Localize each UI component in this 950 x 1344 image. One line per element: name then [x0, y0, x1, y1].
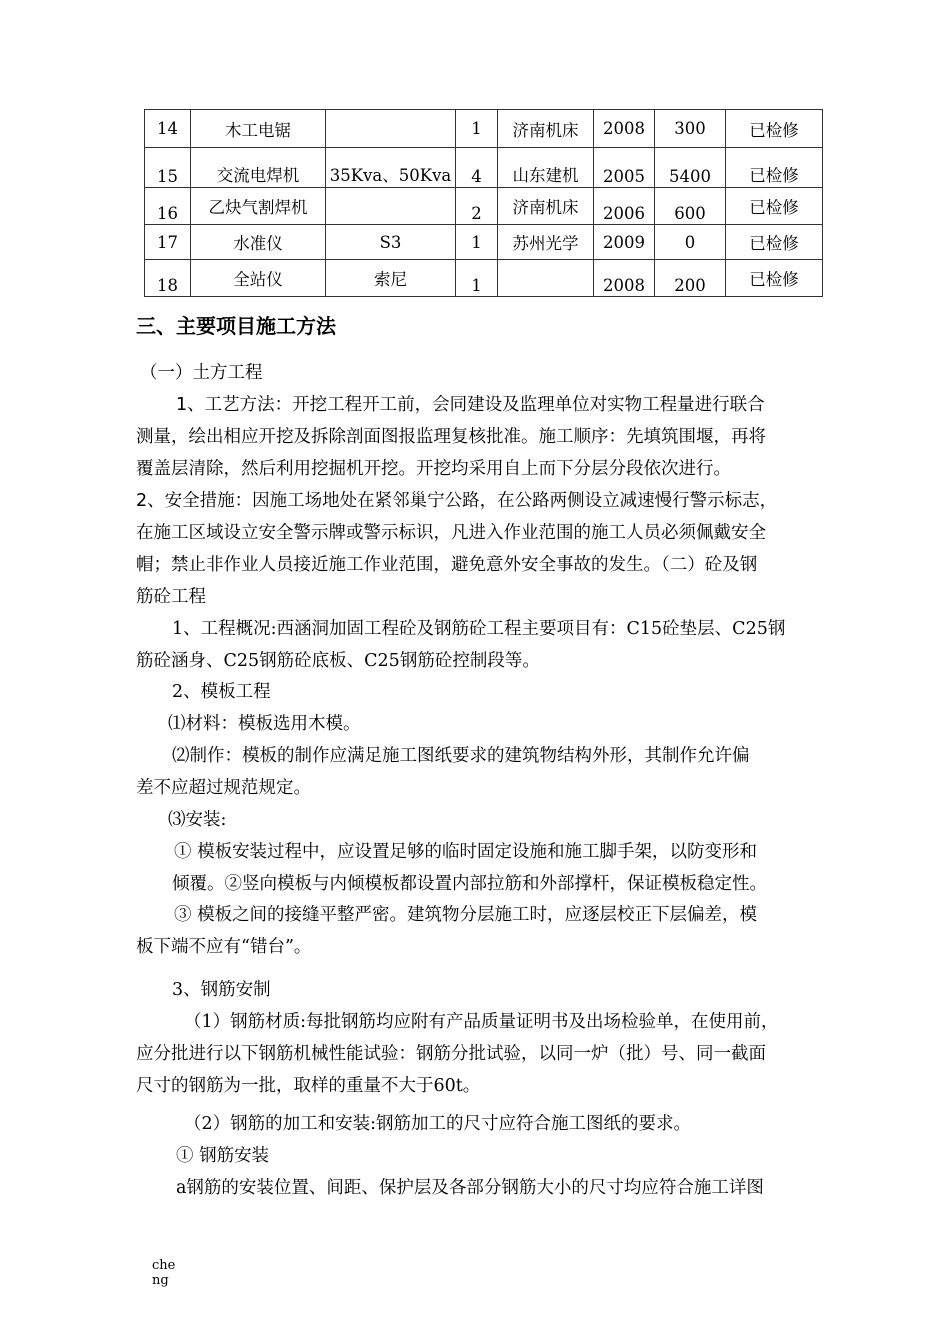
cell-no: 14: [145, 110, 191, 148]
cell-hours: 5400: [655, 148, 726, 188]
paragraph-line: a钢筋的安装位置、间距、保护层及各部分钢筋大小的尺寸均应符合施工详图: [176, 1178, 764, 1198]
footer-mark: cheng: [152, 1258, 176, 1288]
cell-no: 16: [145, 188, 191, 225]
section-heading: 三、主要项目施工方法: [136, 314, 336, 338]
cell-maker: 山东建机: [498, 148, 594, 188]
paragraph-line: 1、工艺方法：开挖工程开工前，会同建设及监理单位对实物工程量进行联合: [176, 395, 765, 415]
table-row: [145, 110, 823, 148]
paragraph-line: （2）钢筋的加工和安装:钢筋加工的尺寸应符合施工图纸的要求。: [184, 1114, 692, 1134]
cell-year: 2008: [594, 110, 655, 148]
equipment-table: [144, 109, 823, 297]
cell-hours: 200: [655, 260, 726, 297]
cell-spec: 索尼: [326, 260, 456, 297]
table-row: [145, 260, 823, 297]
cell-hours: 600: [655, 188, 726, 225]
paragraph-line: （1）钢筋材质:每批钢筋均应附有产品质量证明书及出场检验单，在使用前，: [184, 1012, 779, 1032]
paragraph-line: ③ 模板之间的接缝平整严密。建筑物分层施工时，应逐层校正下层偏差，模: [174, 905, 758, 925]
cell-name: 交流电焊机: [191, 148, 326, 188]
cell-spec: S3: [326, 225, 456, 260]
cell-hours: 0: [655, 225, 726, 260]
cell-qty: 1: [456, 110, 498, 148]
paragraph-line: ⑵制作：模板的制作应满足施工图纸要求的建筑物结构外形，其制作允许偏: [172, 746, 750, 766]
cell-spec: 35Kva、50Kva: [326, 148, 456, 188]
cell-name: 全站仪: [191, 260, 326, 297]
cell-status: 已检修: [726, 225, 823, 260]
cell-year: 2008: [594, 260, 655, 297]
paragraph-line: ⑶安装:: [168, 810, 227, 830]
cell-year: 2005: [594, 148, 655, 188]
cell-qty: 4: [456, 148, 498, 188]
cell-status: 已检修: [726, 110, 823, 148]
cell-year: 2006: [594, 188, 655, 225]
paragraph-line: 2、模板工程: [172, 682, 271, 702]
cell-status: 已检修: [726, 188, 823, 225]
cell-qty: 2: [456, 188, 498, 225]
cell-spec: [326, 188, 456, 225]
cell-spec: [326, 110, 456, 148]
paragraph-line: 倾覆。②竖向模板与内倾模板都设置内部拉筋和外部撑杆，保证模板稳定性。: [172, 874, 767, 894]
paragraph-line: 尺寸的钢筋为一批，取样的重量不大于60t。: [136, 1076, 481, 1096]
table-row: [145, 148, 823, 188]
paragraph-line: 板下端不应有“错台”。: [136, 937, 312, 957]
cell-hours: 300: [655, 110, 726, 148]
cell-name: 乙炔气割焊机: [191, 188, 326, 225]
subsection-title: （一）土方工程: [140, 363, 263, 383]
cell-name: 水准仪: [191, 225, 326, 260]
cell-maker: 苏州光学: [498, 225, 594, 260]
paragraph-line: 差不应超过规范规定。: [136, 778, 311, 798]
paragraph-line: 3、钢筋安制: [172, 980, 271, 1000]
cell-no: 18: [145, 260, 191, 297]
paragraph-line: 筋砼工程: [136, 587, 206, 607]
cell-maker: [498, 260, 594, 297]
cell-qty: 1: [456, 260, 498, 297]
cell-no: 15: [145, 148, 191, 188]
paragraph-line: 应分批进行以下钢筋机械性能试验：钢筋分批试验，以同一炉（批）号、同一截面: [136, 1044, 766, 1064]
paragraph-line: ⑴材料：模板选用木模。: [168, 714, 361, 734]
paragraph-line: 在施工区域设立安全警示牌或警示标识，凡进入作业范围的施工人员必须佩戴安全: [136, 523, 766, 543]
cell-status: 已检修: [726, 260, 823, 297]
cell-no: 17: [145, 225, 191, 260]
cell-maker: 济南机床: [498, 188, 594, 225]
paragraph-line: 测量，绘出相应开挖及拆除剖面图报监理复核批准。施工顺序：先填筑围堰，再将: [136, 427, 766, 447]
paragraph-line: 1、工程概况:西涵洞加固工程砼及钢筋砼工程主要项目有：C15砼垫层、C25钢: [172, 619, 786, 639]
paragraph-line: 筋砼涵身、C25钢筋砼底板、C25钢筋砼控制段等。: [136, 651, 540, 671]
table-row: [145, 188, 823, 225]
paragraph-line: 覆盖层清除，然后利用挖掘机开挖。开挖均采用自上而下分层分段依次进行。: [136, 459, 731, 479]
paragraph-line: 2、安全措施：因施工场地处在紧邻巢宁公路，在公路两侧设立减速慢行警示标志，: [136, 491, 778, 511]
cell-qty: 1: [456, 225, 498, 260]
cell-status: 已检修: [726, 148, 823, 188]
table-row: [145, 225, 823, 260]
paragraph-line: ① 钢筋安装: [176, 1146, 270, 1166]
paragraph-line: 帽；禁止非作业人员接近施工作业范围，避免意外安全事故的发生。（二）砼及钢: [136, 555, 758, 575]
cell-name: 木工电锯: [191, 110, 326, 148]
cell-year: 2009: [594, 225, 655, 260]
cell-maker: 济南机床: [498, 110, 594, 148]
paragraph-line: ① 模板安装过程中，应设置足够的临时固定设施和施工脚手架，以防变形和: [174, 842, 758, 862]
